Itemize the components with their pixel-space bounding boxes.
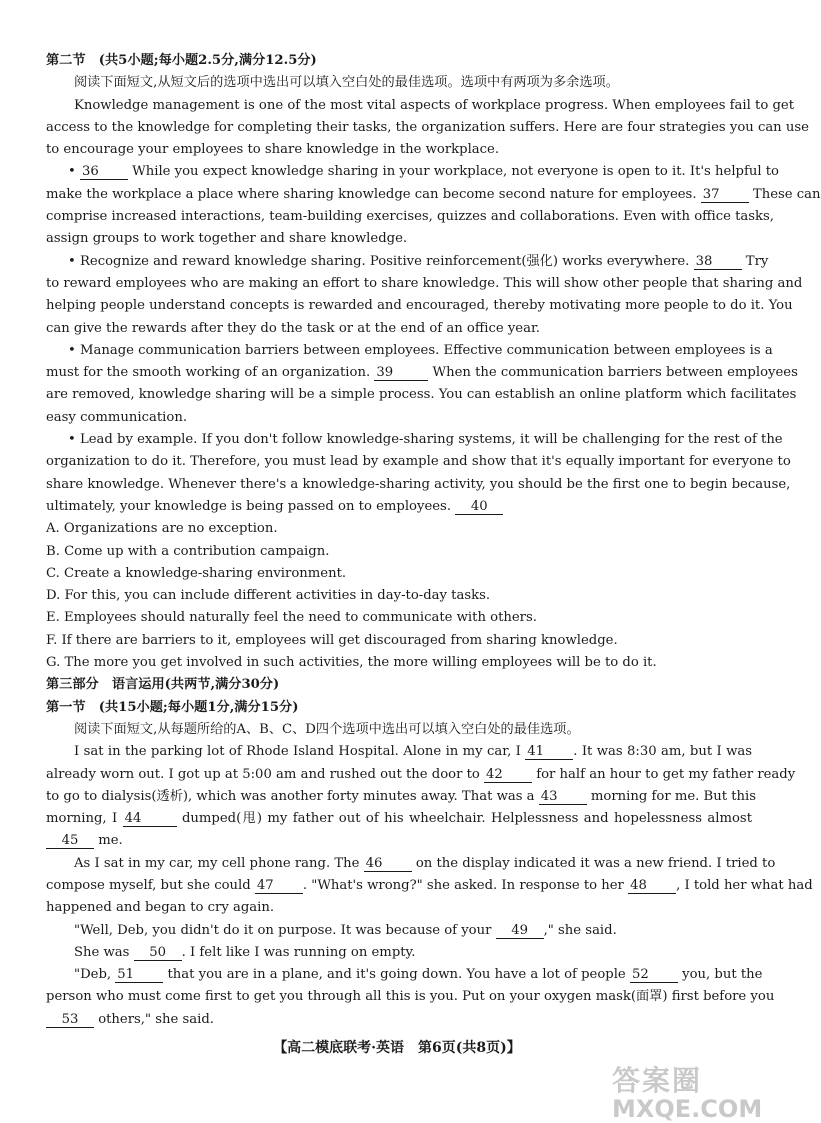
part-heading: 第三部分 语言运用(共两节,满分30分) [46,677,280,693]
passage-line: organization to do it. Therefore, you must lead by example and show that it's equally important for everyone to [46,454,791,470]
passage-line: happened and began to cry again. [46,900,275,916]
option-e: E. Employees should naturally feel the need to communicate with others. [46,610,537,626]
passage-line: are removed, knowledge sharing will be a simple process. You can establish an online platform which facilitates [46,387,797,403]
passage-line: 53 others," she said. [46,1009,752,1031]
passage-line: make the workplace a place where sharing knowledge can become second nature for employees. 37 These can [46,186,821,202]
answer-blank: 37 [701,187,749,203]
passage-line: already worn out. I got up at 5:00 am and rushed out the door to 42 for half an hour to get my father ready [46,766,796,782]
passage-line: to go to dialysis(透析), which was another forty minutes away. That was a 43 morning for me. But this [46,788,756,804]
passage-line: • Recognize and reward knowledge sharing. Positive reinforcement(强化) works everywhere. 38 Try [68,253,769,269]
passage-line: comprise increased interactions, team-building exercises, quizzes and collaborations. Even with office tasks, [46,209,774,225]
answer-blank: 49 [496,923,544,939]
passage-line: I sat in the parking lot of Rhode Island Hospital. Alone in my car, I 41 . It was 8:30 am, but I was [74,744,753,760]
passage-line: share knowledge. Whenever there's a knowledge-sharing activity, you should be the first one to begin because, [46,476,791,492]
passage-line: assign groups to work together and share knowledge. [46,231,408,247]
passage-line: can give the rewards after they do the task or at the end of an office year. [46,320,540,336]
passage-line: compose myself, but she could 47 . "What's wrong?" she asked. In response to her 48 , I told her what had [46,877,813,893]
answer-blank: 46 [364,856,412,872]
answer-blank: 51 [115,967,163,983]
option-d: D. For this, you can include different activities in day-to-day tasks. [46,588,491,604]
answer-blank: 42 [484,767,532,783]
option-f: F. If there are barriers to it, employees will get discouraged from sharing knowledge. [46,632,618,648]
exam-page [46,50,821,1031]
passage-line: She was 50 . I felt like I was running on empty. [74,944,416,960]
answer-blank: 40 [455,499,503,515]
answer-blank: 44 [123,811,177,827]
passage-line: helping people understand concepts is rewarded and encouraged, thereby motivating more people to do it. You [46,298,793,314]
passage-line: morning, I 44 dumped(甩) my father out of his wheelchair. Helplessness and hopelessness almost [46,811,752,827]
passage-line: access to the knowledge for completing their tasks, the organization suffers. Here are four strategies you can use [46,119,809,135]
passage-line: to encourage your employees to share knowledge in the workplace. [46,142,500,158]
option-g: G. The more you get involved in such activities, the more willing employees will be to do it. [46,655,657,671]
instruction-text: 阅读下面短文,从短文后的选项中选出可以填入空白处的最佳选项。选项中有两项为多余选项。 [74,75,619,91]
passage-line: "Deb, 51 that you are in a plane, and it's going down. You have a lot of people 52 you, but the [74,967,763,983]
passage-line: ultimately, your knowledge is being passed on to employees. 40 [46,496,752,518]
answer-blank: 39 [374,365,428,381]
option-a: A. Organizations are no exception. [46,521,278,537]
answer-blank: 45 [46,833,94,849]
watermark-bottom: MXQE.COM [612,1095,763,1123]
answer-blank: 47 [255,878,303,894]
passage-line: Knowledge management is one of the most vital aspects of workplace progress. When employees fail to get [74,97,795,113]
passage-line: easy communication. [46,409,188,425]
passage-line: • Lead by example. If you don't follow knowledge-sharing systems, it will be challenging for the rest of the [68,432,783,448]
page-footer: 【高二模底联考·英语 第6页(共8页)】 [273,1040,521,1056]
passage-line: to reward employees who are making an effort to share knowledge. This will show other people that sharing and [46,275,803,291]
passage-line: "Well, Deb, you didn't do it on purpose. It was because of your 49 ," she said. [74,922,617,938]
section-heading: 第一节 (共15小题;每小题1分,满分15分) [46,699,299,715]
option-c: C. Create a knowledge-sharing environment. [46,565,347,581]
answer-blank: 50 [134,945,182,961]
watermark-top: 答案圈 [612,1064,703,1097]
answer-blank: 41 [525,744,573,760]
answer-blank: 48 [628,878,676,894]
watermark-logo [612,1064,792,1123]
passage-line: • Manage communication barriers between employees. Effective communication between employees is a [68,342,773,358]
section-heading: 第二节 (共5小题;每小题2.5分,满分12.5分) [46,53,317,68]
answer-blank: 36 [80,164,128,180]
option-b: B. Come up with a contribution campaign. [46,543,330,559]
answer-blank: 52 [630,967,678,983]
answer-blank: 53 [46,1012,94,1028]
instruction-text: 阅读下面短文,从每题所给的A、B、C、D四个选项中选出可以填入空白处的最佳选项。 [74,721,580,737]
answer-blank: 43 [539,789,587,805]
passage-line: As I sat in my car, my cell phone rang. The 46 on the display indicated it was a new friend. I tried to [74,855,776,871]
passage-line: must for the smooth working of an organization. 39 When the communication barriers between employees [46,365,798,381]
answer-blank: 38 [694,254,742,270]
passage-line: 45 me. [46,830,752,852]
passage-line: • 36 While you expect knowledge sharing in your workplace, not everyone is open to it. It's helpful to [68,164,780,180]
passage-line: person who must come first to get you through all this is you. Put on your oxygen mask(面罩) first before you [46,989,775,1005]
